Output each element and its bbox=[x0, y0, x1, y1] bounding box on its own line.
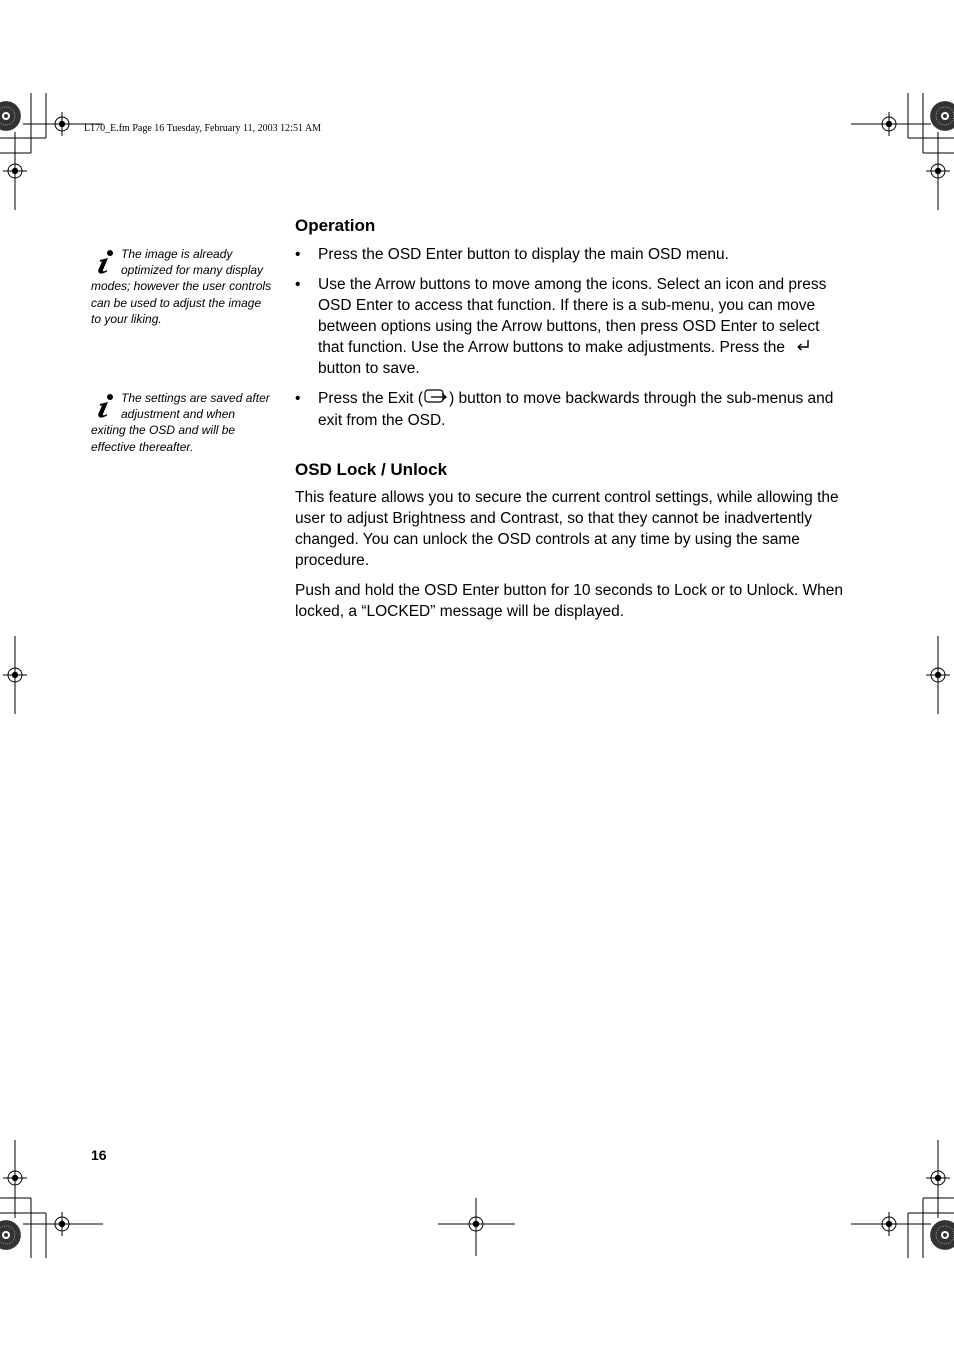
operation-heading: Operation bbox=[295, 216, 376, 235]
bullet-text-block bbox=[318, 388, 845, 431]
bullet-text-block bbox=[318, 274, 845, 379]
side-note-text: The settings are saved after adjustment and when exiting the OSD and will be effective thereafter. bbox=[91, 391, 270, 454]
info-icon bbox=[91, 249, 121, 277]
bullet-marker: • bbox=[295, 246, 301, 263]
bullet-text-continued: button to save. bbox=[318, 360, 420, 378]
exit-icon bbox=[423, 388, 449, 410]
bullet-item-1 bbox=[295, 244, 845, 265]
bullet-item-3 bbox=[295, 388, 845, 431]
side-note-2 bbox=[91, 390, 273, 455]
osd-lock-heading: OSD Lock / Unlock bbox=[295, 460, 448, 479]
page-number: 16 bbox=[91, 1147, 107, 1163]
header-file-stamp: L170_E.fm Page 16 Tuesday, February 11, 2003 12:51 AM bbox=[84, 123, 322, 134]
bullet-item-2 bbox=[295, 274, 845, 379]
side-note-1 bbox=[91, 246, 273, 327]
info-icon bbox=[91, 393, 121, 421]
bullet-text: Press the OSD Enter button to display the main OSD menu. bbox=[318, 246, 729, 263]
operation-bullet-list bbox=[295, 244, 845, 431]
bullet-text: Press the Exit ( bbox=[318, 390, 424, 408]
side-note-text: The image is already optimized for many display modes; however the user controls can be used to adjust the image to your liking. bbox=[91, 247, 272, 326]
bullet-marker: • bbox=[295, 276, 301, 293]
osd-lock-paragraph-2: Push and hold the OSD Enter button for 10 seconds to Lock or to Unlock. When locked, a “LOCKED” message will be displayed. bbox=[295, 582, 843, 620]
bullet-text-continued: ) button to move backwards through the sub-menus and exit from the OSD. bbox=[318, 390, 834, 430]
osd-lock-body bbox=[295, 487, 845, 622]
bullet-marker: • bbox=[295, 390, 301, 408]
osd-lock-paragraph-1: This feature allows you to secure the current control settings, while allowing the user to adjust Brightness and Contrast, so that they cannot be inadvertently changed. You can unlock the OSD controls at any time by using the same procedure. bbox=[295, 489, 839, 569]
bullet-text: Use the Arrow buttons to move among the icons. Select an icon and press OSD Enter to access that function. If there is a sub-menu, you can move between options using the Arrow buttons, then press OSD Enter to select that function. Use the Arrow buttons to make adjustments. Press the bbox=[318, 276, 827, 356]
enter-icon bbox=[795, 337, 811, 358]
